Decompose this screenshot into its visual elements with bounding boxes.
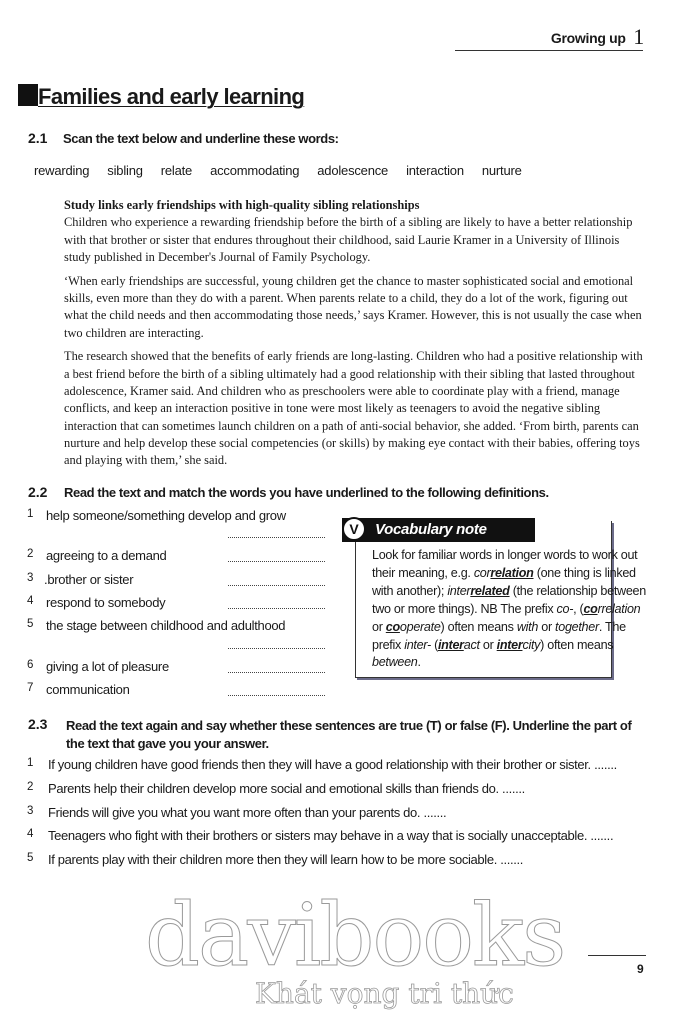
vocab-text-run: . The prefix [372, 619, 626, 652]
vocab-text-run: cor [473, 565, 491, 580]
definition-item [0, 659, 340, 679]
vocabulary-note-title: Vocabulary note [375, 521, 487, 538]
item-number: 5 [27, 852, 34, 864]
exercise-2-3-number: 2.3 [28, 716, 48, 732]
vocab-text-run: (the relationship between two or more things). NB The prefix [372, 583, 646, 616]
statement-text: Friends will give you what you want more often than your parents do. ....... [48, 805, 447, 820]
definition-text: help someone/something develop and grow [46, 508, 286, 523]
vocab-text-run: together [555, 619, 599, 634]
answer-blank[interactable] [228, 695, 325, 696]
true-false-item [0, 781, 700, 801]
statement-text: If parents play with their children more then they will learn how to be more sociable. ....... [48, 852, 524, 867]
definition-text: the stage between childhood and adulthood [46, 618, 286, 633]
vocab-text-run: ) often means [440, 619, 517, 634]
article-title: Study links early friendships with high-quality sibling relationships [64, 198, 420, 212]
item-number: 3 [27, 805, 34, 817]
footer-rule [588, 955, 646, 956]
answer-blank[interactable] [228, 672, 325, 673]
true-false-item [0, 852, 700, 872]
vocab-text-run: Look for familiar words in longer words to work out their meaning, e.g. [372, 548, 638, 580]
definition-text: communication [46, 682, 130, 697]
word-item: nurture [481, 163, 522, 178]
header-rule [455, 50, 643, 51]
item-number: 1 [27, 757, 34, 769]
article-paragraph: The research showed that the benefits of early friends are long-lasting. Children who had a positive relationship with a best friend before the birth of a sibling ultimately had a good relationship with their sibling that lasted throughout adolescence, Kramer said. And children who as preschoolers were able to coordinate play with a friend, manage conflicts, and keep an interaction positive in tone were most likely as teenagers to avoid the negative sibling interaction that can sometimes launch children on a path of anti-social behavior, she added. ‘From birth, parents can nurture and help develop these social competencies (or skills) by making eye contact with their babies, offering toys and playing with them,’ she said. [64, 349, 643, 468]
vocab-text-run: inter- [404, 637, 431, 652]
vocab-text-run: , ( [573, 601, 584, 616]
word-item: sibling [107, 163, 143, 178]
vocab-text-run: between [372, 655, 418, 670]
item-number: 1 [27, 508, 34, 520]
true-false-item [0, 828, 700, 848]
answer-blank[interactable] [228, 585, 325, 586]
word-item: accommodating [210, 163, 300, 178]
vocab-highlight: inter [496, 637, 523, 652]
word-item: adolescence [317, 163, 389, 178]
statement-text: If young children have good friends then they will have a good relationship with their brother or sister. ....... [48, 757, 617, 772]
item-number: 4 [27, 595, 34, 607]
vocab-text-run: co- [556, 601, 574, 616]
definition-text: agreeing to a demand [46, 548, 167, 563]
running-head [551, 24, 644, 50]
definition-text: respond to somebody [46, 595, 166, 610]
vocab-text-run: or [372, 619, 386, 634]
definition-text: .brother or sister [44, 572, 134, 587]
vocabulary-note-text [372, 547, 647, 672]
item-number: 7 [27, 682, 34, 694]
word-item: interaction [406, 163, 464, 178]
item-number: 4 [27, 828, 34, 840]
vocab-text-run: act [463, 637, 480, 652]
answer-blank[interactable] [228, 648, 325, 649]
unit-title: Growing up [550, 30, 626, 46]
exercise-2-2-instruction: Read the text and match the words you have underlined to the following definitions. [64, 485, 549, 500]
vocab-highlight: co [385, 619, 400, 634]
vocab-highlight: related [470, 583, 510, 598]
definition-item [0, 682, 340, 702]
item-number: 2 [27, 548, 34, 560]
statement-text: Teenagers who fight with their brothers or sisters may behave in a way that is socially unacceptable. ....... [48, 828, 614, 843]
vocab-text-run: (one thing is linked with another); [372, 565, 636, 598]
page-title: Families and early learning [38, 84, 305, 109]
item-number: 6 [27, 659, 34, 671]
answer-blank[interactable] [228, 561, 325, 562]
article-paragraph: Children who experience a rewarding friendship before the birth of a sibling are likely to have a better relationship with that brother or sister that endures throughout their childhood, said Laurie Kramer in a University of Illinois study published in December's Journal of Family Psychology. [64, 215, 633, 264]
statement-text: Parents help their children develop more social and emotional skills than friends do. ....... [48, 781, 525, 796]
definition-text-body: brother or sister [47, 572, 134, 587]
definition-item [0, 508, 340, 528]
vocab-text-run: with [516, 619, 539, 634]
true-false-item [0, 805, 700, 825]
answer-blank[interactable] [228, 537, 325, 538]
vocabulary-v-icon: V [342, 517, 366, 541]
article-paragraph: ‘When early friendships are successful, young children get the chance to master sophisticated social and emotional skills, even more than they do with a parent. When parents relate to a child, they do a lot of the work, figuring out what the child needs and then accommodating those needs,’ says Kramer. However, this is not usually the case when two children are interacting. [64, 273, 642, 340]
unit-number: 1 [633, 24, 644, 49]
definition-text: giving a lot of pleasure [46, 659, 169, 674]
answer-blank[interactable] [228, 608, 325, 609]
word-item: rewarding [34, 163, 90, 178]
word-list [34, 163, 540, 178]
page-number: 9 [637, 962, 644, 976]
exercise-2-1-number: 2.1 [28, 130, 48, 146]
definition-item [0, 595, 340, 615]
vocab-highlight: co [583, 601, 598, 616]
item-number: 3 [27, 572, 34, 584]
true-false-item [0, 757, 700, 777]
vocab-text-run: operate [399, 619, 441, 634]
item-number: 2 [27, 781, 34, 793]
vocab-text-run: or [479, 637, 497, 652]
vocab-text-run: ) often means [540, 637, 614, 652]
definition-item [0, 572, 340, 592]
vocab-text-run: or [538, 619, 556, 634]
word-item: relate [160, 163, 193, 178]
vocab-highlight: inter [437, 637, 464, 652]
exercise-2-3-instruction: Read the text again and say whether these sentences are true (T) or false (F). Underline the part of the text that gave you your answer. [66, 718, 632, 751]
vocab-text-run: city [522, 637, 541, 652]
definition-item [0, 618, 340, 638]
vocab-highlight: relation [490, 565, 534, 580]
exercise-2-2-number: 2.2 [28, 484, 48, 500]
exercise-2-1-instruction: Scan the text below and underline these words: [63, 131, 339, 146]
watermark-tagline: Khát vọng tri thức [255, 977, 514, 1010]
vocab-text-run: inter [447, 583, 471, 598]
definition-item [0, 548, 340, 568]
item-number: 5 [27, 618, 34, 630]
article [64, 197, 649, 476]
vocab-text-run: . [417, 655, 421, 670]
watermark-brand: davibooks [145, 886, 565, 986]
title-marker-block [18, 84, 38, 106]
vocab-text-run: rrelation [597, 601, 641, 616]
vocab-text-run: ( [430, 637, 438, 652]
